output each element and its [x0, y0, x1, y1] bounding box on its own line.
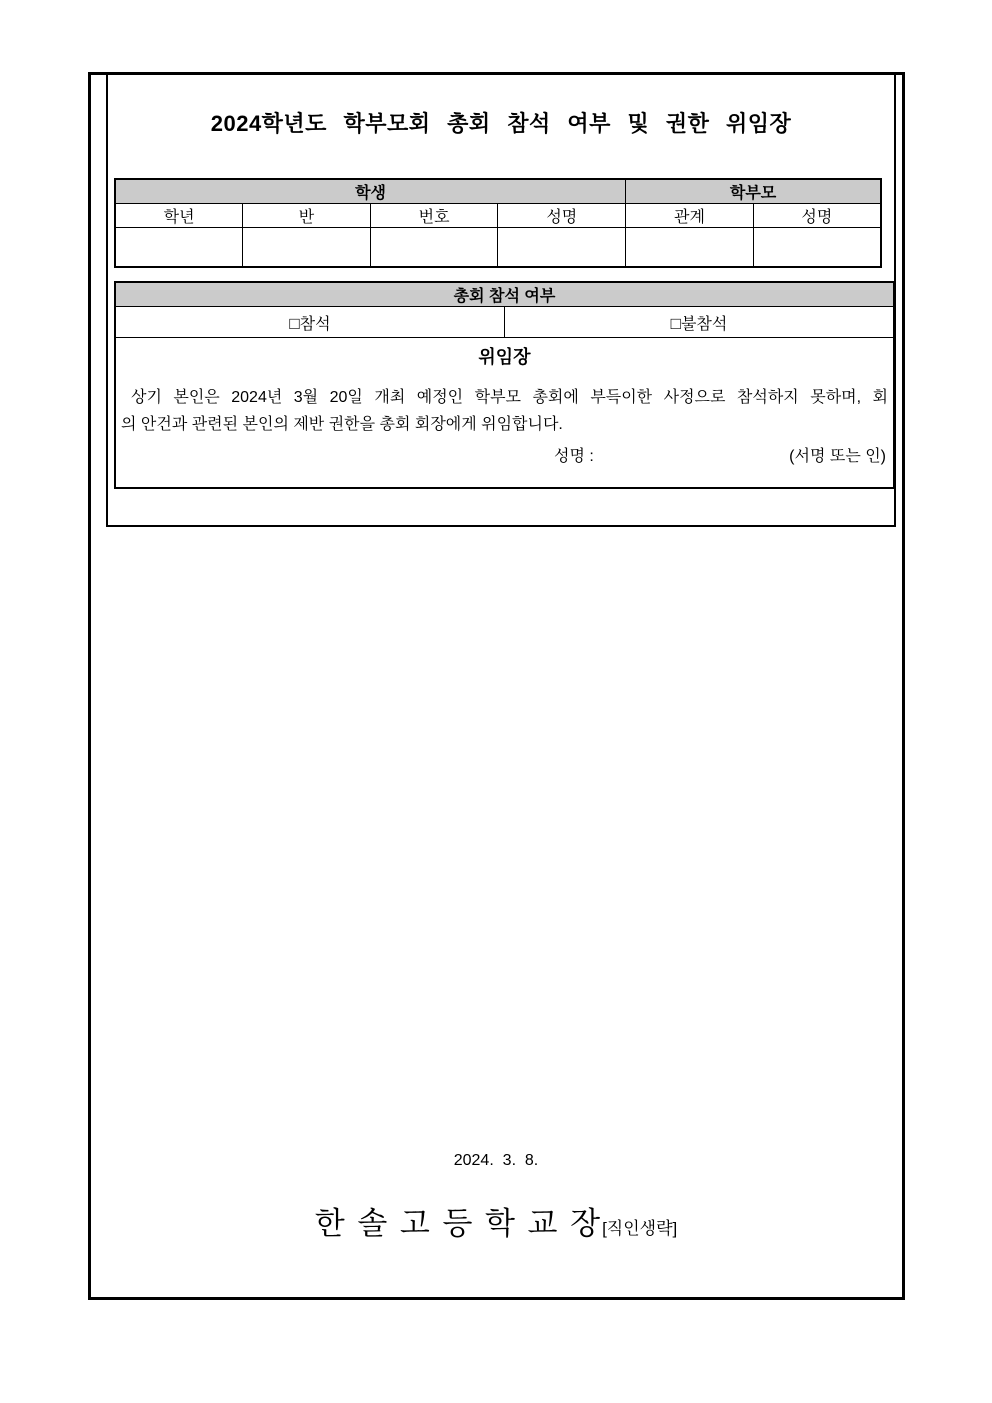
issuer-line: [0, 1198, 992, 1243]
checkbox-icon[interactable]: □: [289, 313, 300, 333]
fill-cell-relation[interactable]: [626, 228, 754, 267]
fill-cell-number[interactable]: [370, 228, 498, 267]
delegation-row: [115, 338, 894, 488]
attend-option-label: 참석: [299, 315, 331, 333]
fill-cell-grade[interactable]: [115, 228, 243, 267]
absent-option-cell[interactable]: [505, 307, 895, 338]
delegation-section: [115, 338, 894, 488]
checkbox-icon[interactable]: □: [670, 313, 681, 333]
absent-option-label: 불참석: [680, 315, 728, 333]
column-header-grade: 학년: [115, 204, 243, 228]
fill-cell-class[interactable]: [243, 228, 371, 267]
group-header-row: [115, 179, 881, 204]
seal-omitted-note: [직인생략]: [602, 1219, 678, 1238]
delegation-body-line2: 의 안건과 관련된 본인의 제반 권한을 총회 회장에게 위임합니다.: [121, 416, 563, 433]
column-header-number: 번호: [370, 204, 498, 228]
delegation-body-line1: 상기 본인은 2024년 3월 20일 개최 예정인 학부모 총회에 부득이한 사정으로 참석하지 못하며, 회: [131, 389, 888, 406]
column-header-relation: 관계: [626, 204, 754, 228]
student-info-table: [114, 178, 882, 268]
column-header-parent-name: 성명: [753, 204, 881, 228]
group-header-parent: 학부모: [626, 179, 881, 204]
attendance-table: [114, 281, 895, 489]
fill-cell-parent-name[interactable]: [753, 228, 881, 267]
name-label: 성명 :: [554, 448, 594, 465]
document-date: 2024. 3. 8.: [453, 1152, 539, 1169]
delegation-heading: 위임장: [478, 347, 531, 367]
issuer-name: 한 솔 고 등 학 교 장: [314, 1206, 603, 1241]
sign-or-seal-note: (서명 또는 인): [789, 448, 886, 465]
document-title: 2024학년도 학부모회 총회 참석 여부 및 권한 위임장: [210, 111, 792, 136]
group-header-student: 학생: [115, 179, 626, 204]
signature-line: [121, 443, 888, 465]
column-header-row: [115, 204, 881, 228]
delegation-body: [121, 384, 888, 438]
attendance-header: 총회 참석 여부: [115, 282, 894, 307]
column-header-student-name: 성명: [498, 204, 626, 228]
fill-in-row: [115, 228, 881, 267]
fill-cell-student-name[interactable]: [498, 228, 626, 267]
attendance-header-row: [115, 282, 894, 307]
attendance-option-row: [115, 307, 894, 338]
attend-option-cell[interactable]: [115, 307, 505, 338]
column-header-class: 반: [243, 204, 371, 228]
